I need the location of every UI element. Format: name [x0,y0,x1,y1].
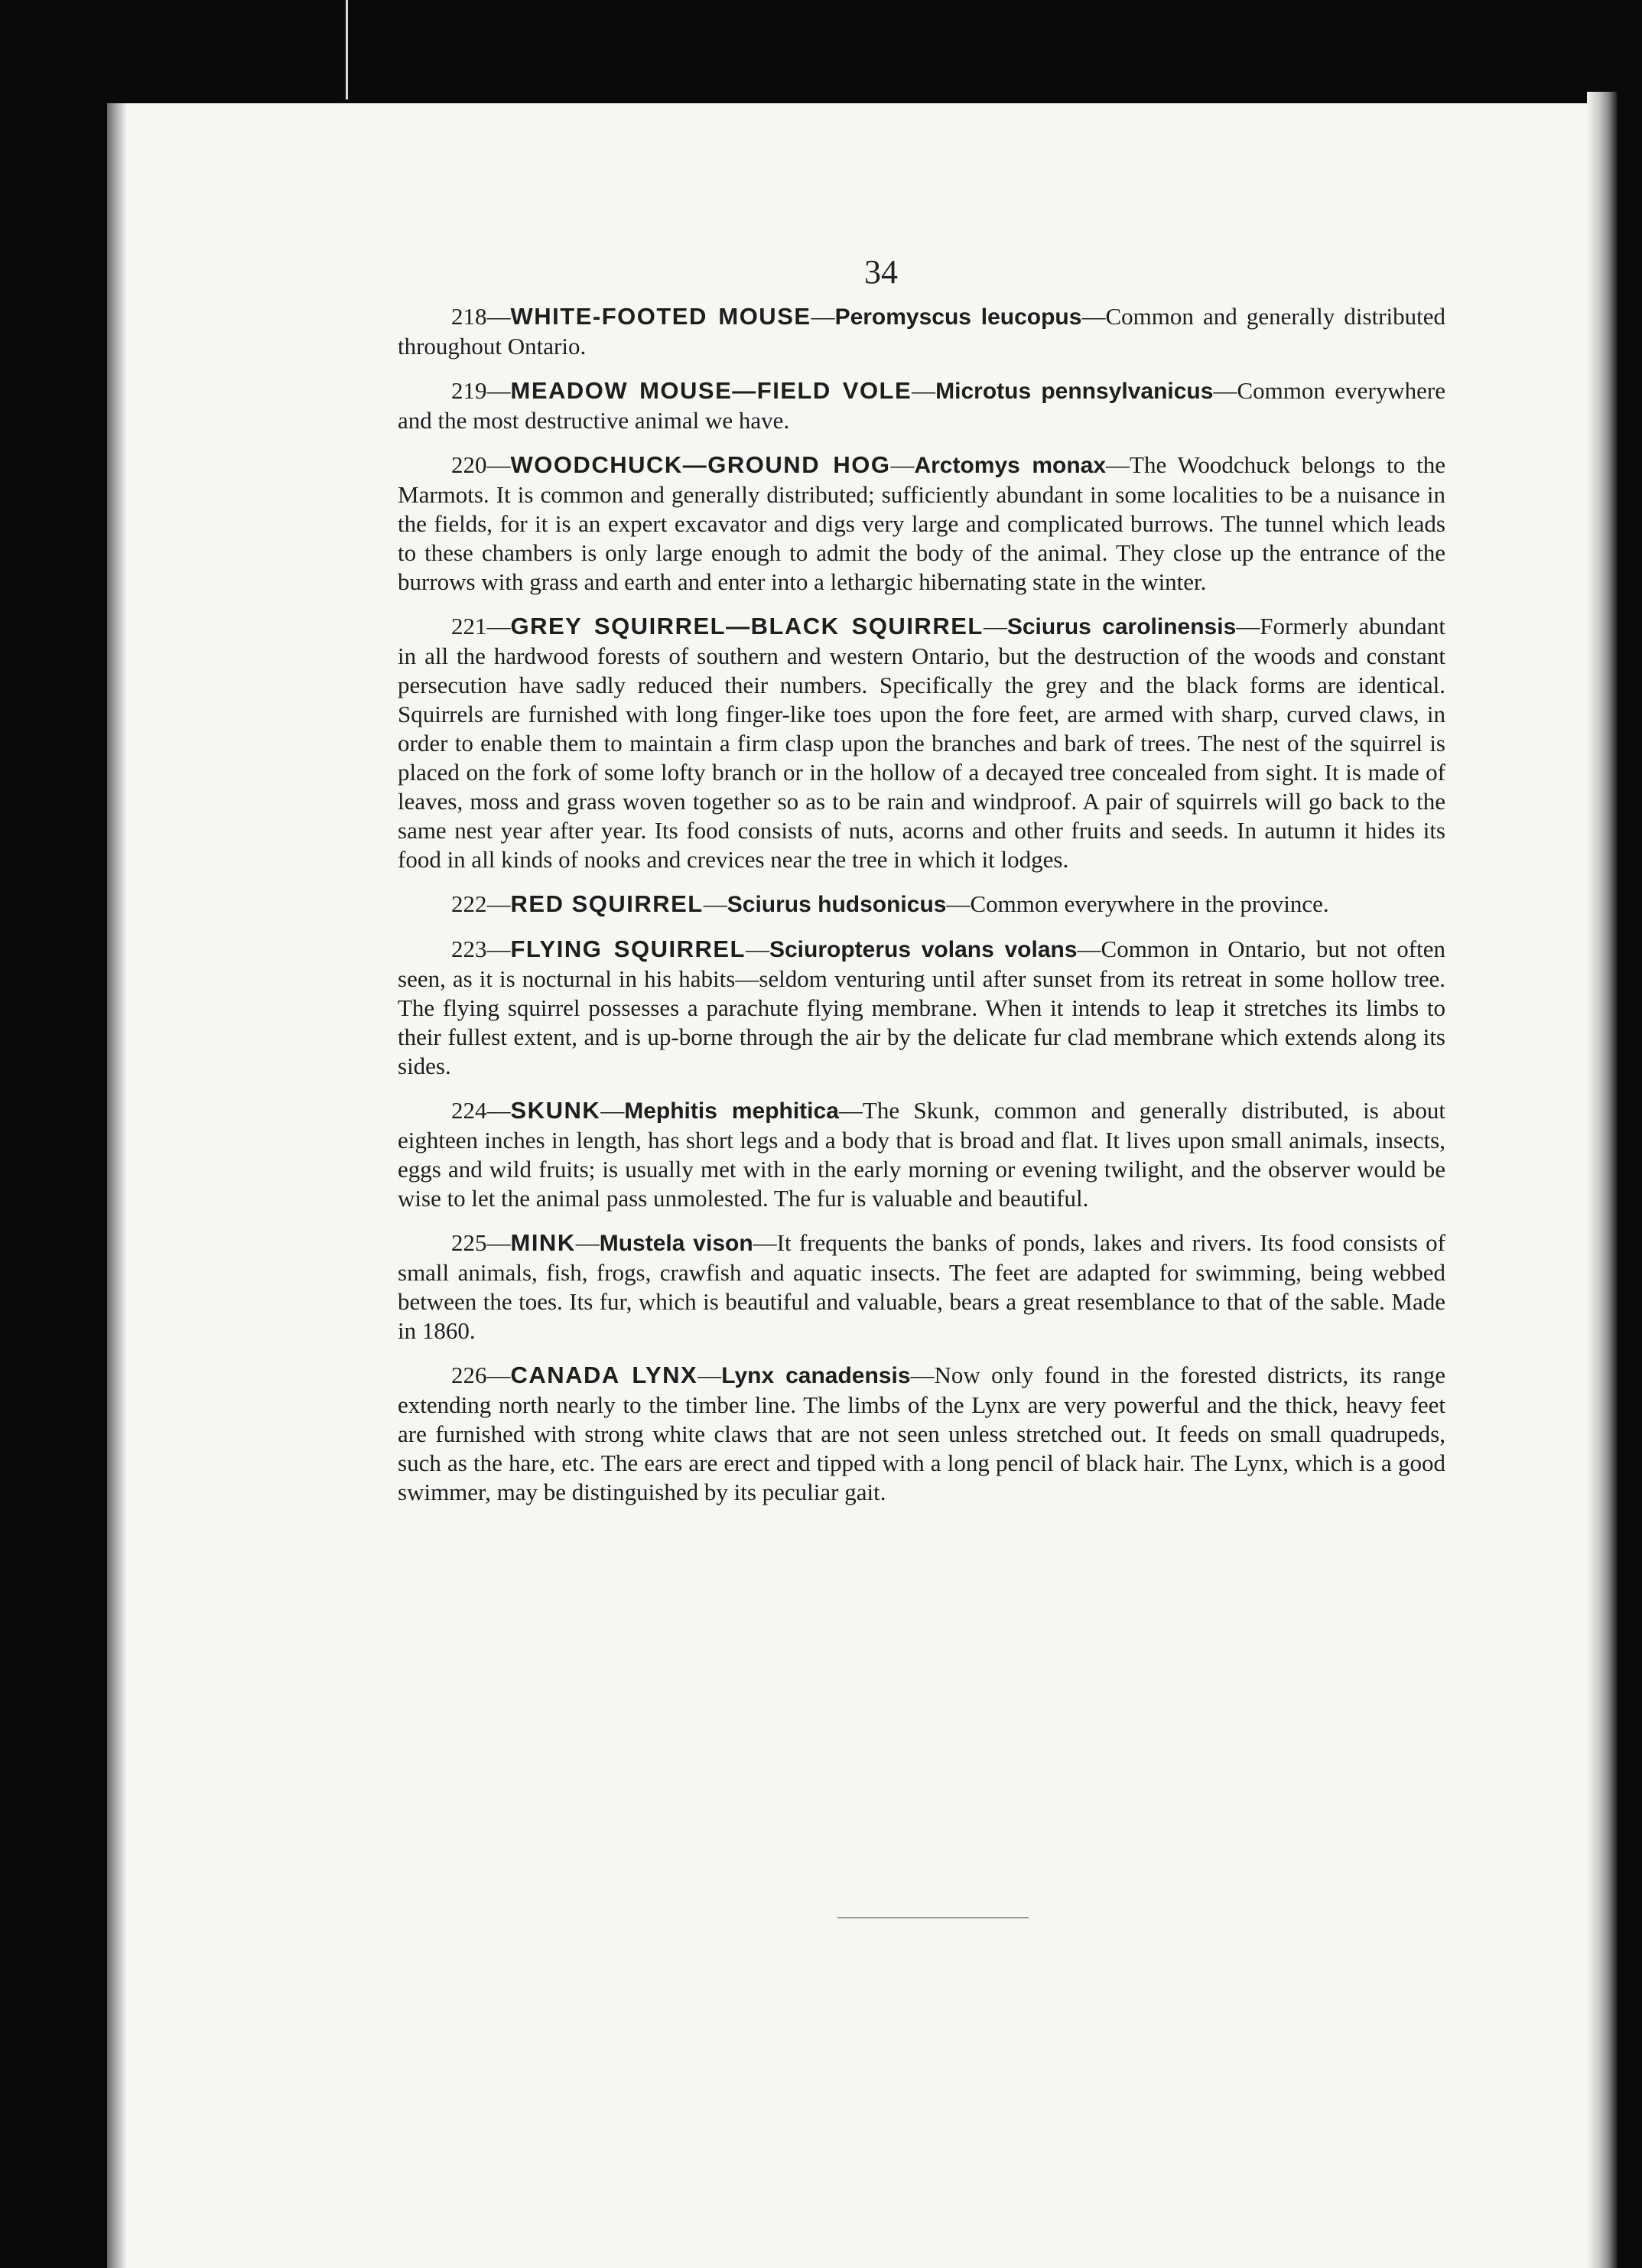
page-left-edge-shadow [107,103,127,2268]
entry-225: 225—MINK—Mustela vison—It frequents the banks of ponds, lakes and rivers. Its food consists of small animals, fish, frogs, crawfish and aquatic insects. The feet are adapted for swimming, being webbed between the toes. Its fur, which is beautiful and valuable, bears a great resemblance to that of the sable. Made in 1860. [398,1229,1445,1344]
entry-219: 219—MEADOW MOUSE—FIELD VOLE—Microtus pennsylvanicus—Common everywhere and the most destructive animal we have. [398,377,1445,434]
entry-heading: WOODCHUCK—GROUND HOG [510,451,891,478]
entry-number: 221 [451,613,487,639]
entry-heading: MEADOW MOUSE—FIELD VOLE [510,377,912,404]
entry-number: 222 [451,890,487,917]
entry-description: The Woodchuck belongs to the Marmots. It is common and generally distributed; sufficiently abundant in some localities to be a nuisance in the fields, for it is an expert excavator and digs very large and complicated burrows. The tunnel which leads to these chambers is only large enough to admit the body of the animal. They close up the entrance of the burrows with grass and earth and enter into a lethargic hibernating state in the winter. [398,451,1446,595]
entry-description: Common and generally distributed throughout Ontario. [398,303,1445,360]
entry-description: Common in Ontario, but not often seen, as it is nocturnal in his habits—seldom venturing until after sunset from its retreat in some hollow tree. The flying squirrel possesses a parachute flying membrane. When it intends to leap it stretches its limbs to their fullest extent, and is up-borne through the air by the delicate fur clad membrane which extends along its sides. [398,936,1445,1079]
entry-222: 222—RED SQUIRREL—Sciurus hudsonicus—Common everywhere in the province. [451,890,1329,917]
entry-number: 225 [451,1229,487,1256]
entry-scientific-name: Sciuropterus volans volans [769,937,1078,962]
entry-number: 226 [451,1362,487,1388]
entry-number: 220 [451,451,487,478]
entry-heading: RED SQUIRREL [510,890,704,917]
entry-heading: CANADA LYNX [510,1362,698,1388]
entry-scientific-name: Mustela vison [599,1231,753,1256]
entry-description: Common everywhere in the province. [970,890,1329,917]
page-fold-line [346,0,348,99]
entries-list [398,302,1445,1522]
entry-description: Now only found in the forested districts, its range extending north nearly to the timber line. The limbs of the Lynx are very powerful and the thick, heavy feet are furnished with strong white claws that are not seen unless stretched out. It feeds on small quadrupeds, such as the hare, etc. The ears are erect and tipped with a long pencil of black hair. The Lynx, which is a good swimmer, may be distinguished by its peculiar gait. [398,1362,1445,1505]
entry-221: 221—GREY SQUIRREL—BLACK SQUIRREL—Sciurus carolinensis—Formerly abundant in all the hardwood forests of southern and western Ontario, but the destruction of the woods and constant persecution have sadly reduced their numbers. Specifically the grey and the black forms are identical. Squirrels are furnished with long finger-like toes upon the fore feet, are armed with sharp, curved claws, in order to enable them to maintain a firm clasp upon the branches and bark of trees. The nest of the squirrel is placed on the fork of some lofty branch or in the hollow of a decayed tree concealed from sight. It is made of leaves, moss and grass woven together so as to be rain and windproof. A pair of squirrels will go back to the same nest year after year. Its food consists of nuts, acorns and other fruits and seeds. In autumn it hides its food in all kinds of nooks and crevices near the tree in which it lodges. [398,613,1445,873]
entry-224: 224—SKUNK—Mephitis mephitica—The Skunk, common and generally distributed, is about eighteen inches in length, has short legs and a body that is broad and flat. It lives upon small animals, insects, eggs and wild fruits; is usually met with in the early morning or evening twilight, and the observer would be wise to let the animal pass unmolested. The fur is valuable and beautiful. [398,1097,1446,1212]
entry-number: 223 [451,936,487,962]
entry-heading: SKUNK [510,1097,601,1124]
entry-description: The Skunk, common and generally distributed, is about eighteen inches in length, has short legs and a body that is broad and flat. It lives upon small animals, insects, eggs and wild fruits; is usually met with in the early morning or evening twilight, and the observer would be wise to let the animal pass unmolested. The fur is valuable and beautiful. [398,1097,1446,1212]
entry-scientific-name: Arctomys monax [914,453,1107,478]
entry-heading: FLYING SQUIRREL [510,936,746,962]
entry-description: Common everywhere and the most destructive animal we have. [398,377,1445,434]
page-right-edge-shadow [1587,92,1618,2268]
entry-scientific-name: Peromyscus leucopus [834,304,1082,330]
entry-heading: GREY SQUIRREL—BLACK SQUIRREL [510,613,984,639]
entry-220: 220—WOODCHUCK—GROUND HOG—Arctomys monax—The Woodchuck belongs to the Marmots. It is common and generally distributed; sufficiently abundant in some localities to be a nuisance in the fields, for it is an expert excavator and digs very large and complicated burrows. The tunnel which leads to these chambers is only large enough to admit the body of the animal. They close up the entrance of the burrows with grass and earth and enter into a lethargic hibernating state in the winter. [398,451,1446,595]
entry-description: Formerly abundant in all the hardwood forests of southern and western Ontario, but the destruction of the woods and constant persecution have sadly reduced their numbers. Specifically the grey and the black forms are identical. Squirrels are furnished with long finger-like toes upon the fore feet, are armed with sharp, curved claws, in order to enable them to maintain a firm clasp upon the branches and bark of trees. The nest of the squirrel is placed on the fork of some lofty branch or in the hollow of a decayed tree concealed from sight. It is made of leaves, moss and grass woven together so as to be rain and windproof. A pair of squirrels will go back to the same nest year after year. Its food consists of nuts, acorns and other fruits and seeds. In autumn it hides its food in all kinds of nooks and crevices near the tree in which it lodges. [398,613,1445,873]
end-rule-divider [837,1917,1029,1918]
page-number: 34 [864,253,898,291]
entry-scientific-name: Sciurus hudsonicus [727,892,947,917]
entry-scientific-name: Sciurus carolinensis [1006,614,1237,639]
entry-number: 218 [451,303,487,330]
entry-heading: MINK [510,1229,576,1256]
entry-223: 223—FLYING SQUIRREL—Sciuropterus volans volans—Common in Ontario, but not often seen, as it is nocturnal in his habits—seldom venturing until after sunset from its retreat in some hollow tree. The flying squirrel possesses a parachute flying membrane. When it intends to leap it stretches its limbs to their fullest extent, and is up-borne through the air by the delicate fur clad membrane which extends along its sides. [398,936,1445,1079]
entry-scientific-name: Mephitis mephitica [624,1098,839,1124]
entry-226: 226—CANADA LYNX—Lynx canadensis—Now only found in the forested districts, its range extending north nearly to the timber line. The limbs of the Lynx are very powerful and the thick, heavy feet are furnished with strong white claws that are not seen unless stretched out. It feeds on small quadrupeds, such as the hare, etc. The ears are erect and tipped with a long pencil of black hair. The Lynx, which is a good swimmer, may be distinguished by its peculiar gait. [398,1362,1445,1505]
entry-description: It frequents the banks of ponds, lakes and rivers. Its food consists of small animals, fish, frogs, crawfish and aquatic insects. The feet are adapted for swimming, being webbed between the toes. Its fur, which is beautiful and valuable, bears a great resemblance to that of the sable. Made in 1860. [398,1229,1445,1344]
entry-scientific-name: Microtus pennsylvanicus [935,379,1214,404]
entry-number: 219 [451,377,487,404]
entry-number: 224 [451,1097,487,1124]
entry-heading: WHITE-FOOTED MOUSE [510,303,811,330]
entry-scientific-name: Lynx canadensis [721,1363,911,1388]
entry-218: 218—WHITE-FOOTED MOUSE—Peromyscus leucopus—Common and generally distributed throughout Ontario. [398,303,1445,360]
